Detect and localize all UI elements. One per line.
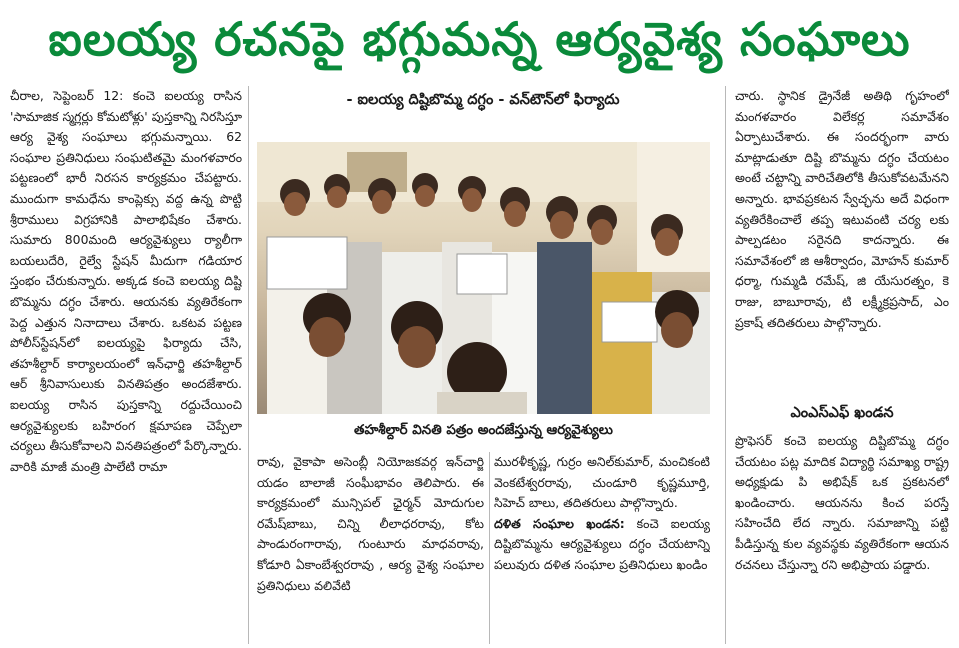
- article-column-2: [257, 452, 484, 644]
- article-column-4: [735, 86, 949, 396]
- article-column-3: [494, 452, 710, 644]
- news-photo-image: [257, 142, 710, 414]
- article-paragraph: రావు, వైకాపా అసెంబ్లీ నియోజకవర్గ ఇన్‌చార్జి యడం బాలాజీ సంఘీభావం తెలిపారు. ఈ కార్యక్రమంలో మున్సిపల్ ఛైర్మన్ మోదుగుల రమేష్‌బాబు, చిన్ని లీలాధరరావు, కోట పాండురంగారావు, గుంటూరు మాధవరావు, కోడూరి ఏకాంబేశ్వరరావు , ఆర్య వైశ్య సంఘాల ప్రతినిధులు వలివేటి: [257, 454, 484, 593]
- column-divider: [489, 452, 490, 644]
- column-divider: [725, 86, 726, 644]
- article-paragraph: చారు. స్థానిక డ్రైనేజీ అతిథి గృహంలో మంగళవారం విలేకర్ల సమావేశం ఏర్పాటుచేశారు. ఈ సందర్భంగా వారు మాట్లాడుతూ దిష్టి బొమ్మను దగ్ధం చేయటం అంటే చట్టాన్ని వారిచేతిలోకి తీసుకోవటమేనని అన్నారు. భావప్రకటన స్వేచ్ఛను అదే విధంగా వ్యతిరేకించాలే తప్ప ఇటువంటి చర్య లకు పాల్పడటం సరైనది కాదన్నారు. ఈ సమావేశంలో జి ఆశీర్వాదం, మోహన్ కుమార్ ధర్మా, గుమ్మడి రమేష్, జి యేసురత్నం, కె రాజు, బాబూరావు, టి లక్ష్మీక్రప్రసాద్, ఎం ప్రకాష్ తదితరులు పాల్గొన్నారు.: [735, 88, 949, 330]
- article-paragraph: [494, 514, 710, 576]
- article-paragraph: మురళీకృష్ణ, గుర్రం అనిల్‌కుమార్, మంచికంటి వెంకటేశ్వరరావు, చుండూరి కృష్ణమూర్తి, సిహెచ్ బాలు, తదితరులు పాల్గొన్నారు.: [494, 454, 710, 511]
- headline: ఐలయ్య రచనపై భగ్గుమన్న ఆర్యవైశ్య సంఘాలు: [48, 12, 911, 66]
- column-divider: [248, 86, 249, 644]
- news-photo: [257, 142, 710, 414]
- article-paragraph: చీరాల, సెప్టెంబర్ 12: కంచె ఐలయ్య రాసిన 'సామాజిక స్మగ్లర్లు కోమటోళ్లు' పుస్తకాన్ని నిరసిస్తూ ఆర్య వైశ్య సంఘాలు భగ్గుమన్నాయి. 62 సంఘాల ప్రతినిధులు సంఘటితమై మంగళవారం పట్టణంలో భారీ నిరసన కార్యక్రమం చేపట్టారు. ముందుగా కామధేను కాంప్లెక్సు వద్ద ఉన్న పొట్టి శ్రీరాములు విగ్రహానికి పాలాభిషేకం చేశారు. సుమారు 800మంది ఆర్యవైశ్యులు ర్యాలీగా బయలుదేరి, రైల్వే స్టేషన్ మీదుగా గడియార స్తంభం చేరుకున్నారు. అక్కడ కంచె ఐలయ్య దిష్టి బొమ్మను దగ్ధం చేశారు. ఆయనకు వ్యతిరేకంగా పెద్ద ఎత్తున నినాదాలు చేశారు. ఒకటవ పట్టణ పోలీస్‌స్టేషన్‌లో ఐలయ్యపై ఫిర్యాదు చేసి, తహశీల్దార్ కార్యాలయంలో ఇన్‌ఛార్జి తహశీల్దార్ ఆర్ శ్రీనివాసులుకు వినతిపత్రం అందజేశారు. ఐలయ్య రాసిన పుస్తకాన్ని రద్దుచేయించి ఆర్యవైశ్యులకు బహిరంగ క్షమాపణ చెప్పేలా చర్యలు తీసుకోవాలని వినతిపత్రంలో పేర్కొన్నారు. వారికి మాజీ మంత్రి పాలేటి రామా: [10, 88, 242, 474]
- article-paragraph: ప్రొఫెసర్ కంచె ఐలయ్య దిష్టిబొమ్మ దగ్ధం చేయటం పట్ల మాదిక విద్యార్థి సమాఖ్య రాష్ట్ర అధ్యక్షుడు పి అభిషేక్ ఒక ప్రకటనలో ఖండించారు. ఆయనను కించ పరస్తే సహించేది లేద న్నారు. సమాజాన్ని పట్టి పీడిస్తున్న కుల వ్యవస్థకు వ్యతిరేకంగా ఆయన రచనలు చేస్తున్నా రని అభిప్రాయ పడ్డారు.: [735, 433, 949, 572]
- inline-text: కంచె ఐలయ్య దిష్టిబొమ్మను ఆర్యవైశ్యులు దగ్ధం చేయటాన్ని పలువురు దళిత సంఘాల ప్రతినిధులు ఖండిం: [494, 515, 710, 572]
- photo-caption: తహశీల్దార్ వినతి పత్రం అందజేస్తున్న ఆర్యవైశ్యులు: [354, 423, 613, 438]
- article-column-1: [10, 86, 242, 644]
- article-column-4b: [735, 431, 949, 644]
- inline-heading: దళిత సంఘాల ఖండన:: [494, 515, 625, 531]
- side-heading: ఎంఎస్‌ఎఫ్ ఖండన: [790, 405, 894, 421]
- subheadline: - ఐలయ్య దిష్టిబొమ్మ దగ్ధం - వన్‌టౌన్‌లో ఫిర్యాదు: [346, 92, 620, 108]
